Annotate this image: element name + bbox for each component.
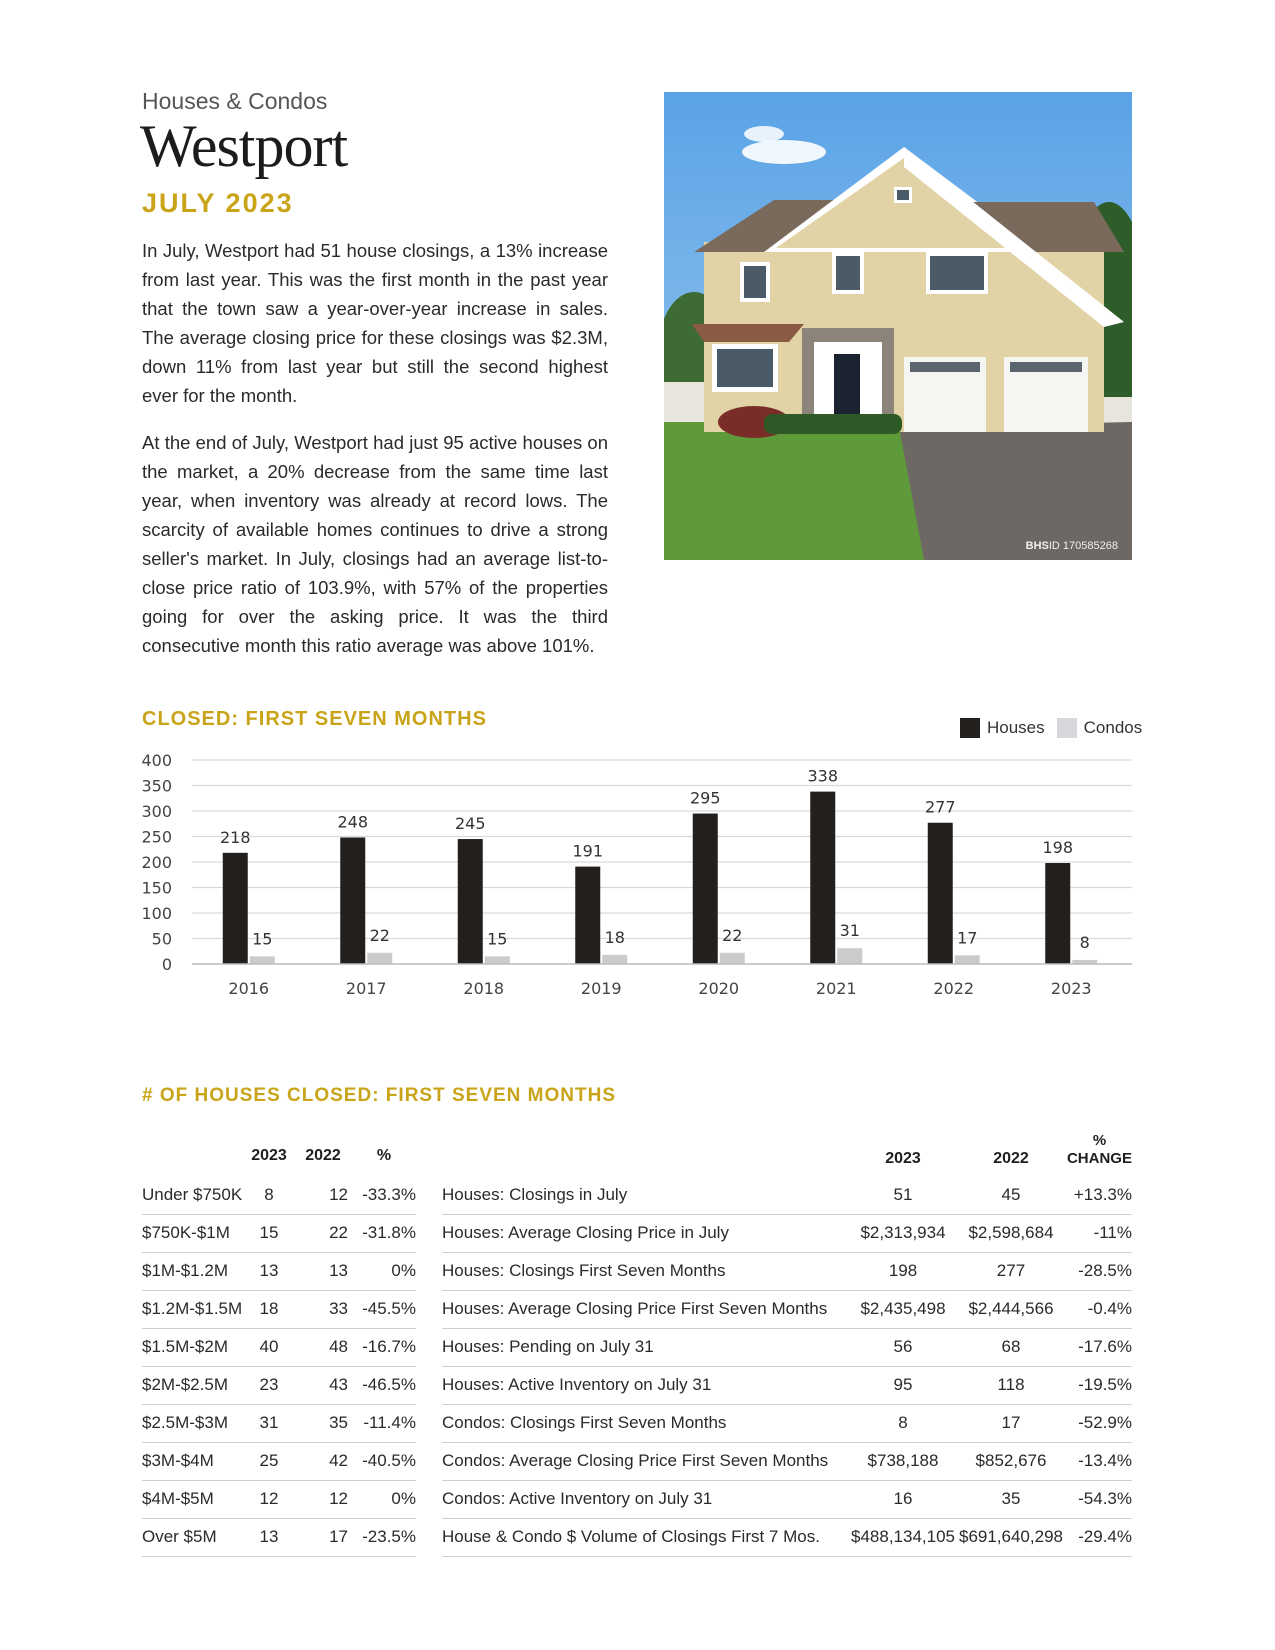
- stat-value-2022: $691,640,298: [955, 1518, 1067, 1556]
- legend-label-condos: Condos: [1083, 718, 1143, 737]
- count-2022: 12: [294, 1480, 352, 1518]
- stat-value-2023: 16: [851, 1480, 955, 1518]
- price-range-label: $2M-$2.5M: [142, 1366, 244, 1404]
- table-row: [142, 1442, 416, 1480]
- table-row: [442, 1404, 1132, 1442]
- pct-change: -23.5%: [352, 1518, 416, 1556]
- count-2022: 43: [294, 1366, 352, 1404]
- stat-value-2023: $2,313,934: [851, 1214, 955, 1252]
- bar-condos: [367, 953, 392, 964]
- table-row: [442, 1480, 1132, 1518]
- bar-houses: [810, 792, 835, 964]
- table-row: [442, 1290, 1132, 1328]
- data-label-condos: 22: [722, 925, 743, 945]
- stat-value-2022: $2,598,684: [955, 1214, 1067, 1252]
- stat-label: Houses: Closings in July: [442, 1176, 851, 1214]
- x-tick-label: 2016: [228, 979, 270, 998]
- stat-value-2023: $738,188: [851, 1442, 955, 1480]
- house-photo: [664, 92, 1132, 560]
- table-row: [442, 1214, 1132, 1252]
- count-2022: 22: [294, 1214, 352, 1252]
- table-row: [142, 1366, 416, 1404]
- table-row: [142, 1518, 416, 1556]
- stat-value-2022: 68: [955, 1328, 1067, 1366]
- count-2023: 25: [244, 1442, 294, 1480]
- count-2023: 31: [244, 1404, 294, 1442]
- stat-value-2023: 56: [851, 1328, 955, 1366]
- pct-change: 0%: [352, 1252, 416, 1290]
- stat-pct-change: -54.3%: [1067, 1480, 1132, 1518]
- stat-pct-change: -19.5%: [1067, 1366, 1132, 1404]
- table-row: [442, 1252, 1132, 1290]
- bar-houses: [223, 853, 248, 964]
- y-tick-label: 400: [141, 752, 172, 770]
- pct-change: -46.5%: [352, 1366, 416, 1404]
- count-2022: 17: [294, 1518, 352, 1556]
- x-tick-label: 2019: [580, 979, 622, 998]
- report-title: Westport: [140, 113, 348, 179]
- count-2022: 13: [294, 1252, 352, 1290]
- x-tick-label: 2023: [1050, 979, 1092, 998]
- stat-label: Houses: Pending on July 31: [442, 1328, 851, 1366]
- count-2022: 12: [294, 1176, 352, 1214]
- y-tick-label: 350: [141, 776, 172, 796]
- chart-legend: [960, 718, 1154, 738]
- table-section-title: # OF HOUSES CLOSED: FIRST SEVEN MONTHS: [142, 1085, 616, 1106]
- y-tick-label: 300: [141, 802, 172, 821]
- price-table-header-label: [142, 1136, 244, 1176]
- pct-change: -16.7%: [352, 1328, 416, 1366]
- data-label-condos: 15: [487, 929, 508, 949]
- price-range-label: $4M-$5M: [142, 1480, 244, 1518]
- stat-label: Condos: Closings First Seven Months: [442, 1404, 851, 1442]
- data-label-condos: 22: [369, 925, 390, 945]
- price-range-label: $3M-$4M: [142, 1442, 244, 1480]
- bar-condos: [955, 955, 980, 964]
- table-row: [142, 1290, 416, 1328]
- stat-value-2022: 277: [955, 1252, 1067, 1290]
- table-row: [142, 1404, 416, 1442]
- table-row: [442, 1328, 1132, 1366]
- stat-value-2022: $2,444,566: [955, 1290, 1067, 1328]
- data-label-houses: 191: [572, 841, 604, 861]
- market-stats-table: [442, 1120, 1132, 1557]
- count-2022: 48: [294, 1328, 352, 1366]
- pct-change: -31.8%: [352, 1214, 416, 1252]
- bar-condos: [837, 948, 862, 964]
- stats-table-header-change: CHANGE: [1066, 1150, 1132, 1167]
- stat-value-2023: $488,134,105: [851, 1518, 955, 1556]
- count-2022: 35: [294, 1404, 352, 1442]
- bar-houses: [340, 838, 365, 964]
- report-month: JULY 2023: [142, 188, 294, 218]
- x-tick-label: 2017: [345, 979, 387, 998]
- stat-label: Condos: Active Inventory on July 31: [442, 1480, 851, 1518]
- report-subtitle: Houses & Condos: [142, 88, 328, 114]
- stat-value-2023: 8: [851, 1404, 955, 1442]
- table-row: [142, 1176, 416, 1214]
- photo-caption-brand: BHS: [1025, 540, 1049, 552]
- price-range-label: $1M-$1.2M: [142, 1252, 244, 1290]
- y-tick-label: 150: [141, 878, 172, 898]
- price-table-header-2023: 2023: [251, 1147, 287, 1164]
- photo-caption-id: ID 170585268: [1048, 540, 1118, 552]
- price-range-label: $1.5M-$2M: [142, 1328, 244, 1366]
- legend-item-condos: [1057, 718, 1143, 738]
- price-range-label: Over $5M: [142, 1518, 244, 1556]
- y-tick-label: 0: [161, 955, 172, 974]
- intro-paragraph: In July, Westport had 51 house closings, a 13% increase from last year. This was the first month in the past year that the town saw a year-over-year increase in sales. The average closing price for these closings was $2.3M, down 11% from last year but still the second highest ever for the month.: [142, 240, 608, 406]
- stat-value-2022: 45: [955, 1176, 1067, 1214]
- closed-bar-chart: [140, 752, 1140, 1024]
- price-range-label: $2.5M-$3M: [142, 1404, 244, 1442]
- pct-change: -40.5%: [352, 1442, 416, 1480]
- bar-houses: [928, 823, 953, 964]
- y-tick-label: 100: [141, 904, 172, 923]
- stat-pct-change: -29.4%: [1067, 1518, 1132, 1556]
- stat-label: Houses: Average Closing Price in July: [442, 1214, 851, 1252]
- count-2023: 13: [244, 1252, 294, 1290]
- legend-swatch-condos: [1057, 718, 1077, 738]
- pct-change: -33.3%: [352, 1176, 416, 1214]
- stat-pct-change: -17.6%: [1067, 1328, 1132, 1366]
- count-2023: 18: [244, 1290, 294, 1328]
- stats-table-header-pct: %: [1092, 1132, 1107, 1149]
- legend-label-houses: Houses: [987, 718, 1045, 737]
- stat-pct-change: -52.9%: [1067, 1404, 1132, 1442]
- count-2023: 23: [244, 1366, 294, 1404]
- chart-section-title: CLOSED: FIRST SEVEN MONTHS: [142, 708, 487, 730]
- count-2022: 42: [294, 1442, 352, 1480]
- stat-value-2022: 118: [955, 1366, 1067, 1404]
- count-2023: 13: [244, 1518, 294, 1556]
- inventory-paragraph: At the end of July, Westport had just 95 active houses on the market, a 20% decrease from the same time last year, when inventory was already at record lows. The scarcity of available homes continues to drive a strong seller's market. In July, closings had an average list-to-close price ratio of 103.9%, with 57% of the properties going for over the asking price. It was the third consecutive month this ratio average was above 101%.: [142, 432, 608, 656]
- data-label-condos: 15: [252, 929, 273, 949]
- bar-houses: [575, 867, 600, 964]
- bar-condos: [720, 953, 745, 964]
- price-table-header-row: [142, 1136, 416, 1176]
- count-2023: 8: [244, 1176, 294, 1214]
- table-row: [142, 1214, 416, 1252]
- stat-pct-change: -28.5%: [1067, 1252, 1132, 1290]
- bar-condos: [485, 956, 510, 964]
- stats-table-header-pct-change: [1067, 1120, 1132, 1176]
- data-label-houses: 218: [219, 827, 251, 847]
- y-tick-label: 50: [151, 929, 172, 949]
- x-tick-label: 2021: [815, 979, 857, 998]
- bar-houses: [1045, 863, 1070, 964]
- table-row: [142, 1328, 416, 1366]
- pct-change: -11.4%: [352, 1404, 416, 1442]
- count-2022: 33: [294, 1290, 352, 1328]
- stat-value-2022: 35: [955, 1480, 1067, 1518]
- data-label-houses: 198: [1042, 838, 1074, 858]
- bar-condos: [602, 955, 627, 964]
- stat-pct-change: -11%: [1067, 1214, 1132, 1252]
- data-label-condos: 31: [839, 921, 860, 941]
- stats-table-header-2022: 2022: [993, 1150, 1029, 1167]
- legend-swatch-houses: [960, 718, 980, 738]
- x-tick-label: 2022: [933, 979, 975, 998]
- table-row: [142, 1480, 416, 1518]
- price-table-header-pct: %: [376, 1147, 392, 1164]
- stat-value-2023: $2,435,498: [851, 1290, 955, 1328]
- stat-pct-change: -13.4%: [1067, 1442, 1132, 1480]
- table-row: [142, 1252, 416, 1290]
- table-row: [442, 1366, 1132, 1404]
- count-2023: 40: [244, 1328, 294, 1366]
- pct-change: 0%: [352, 1480, 416, 1518]
- stat-pct-change: +13.3%: [1067, 1176, 1132, 1214]
- data-label-houses: 245: [454, 814, 486, 834]
- data-label-houses: 248: [337, 812, 369, 832]
- bar-houses: [693, 814, 718, 964]
- stat-label: Houses: Closings First Seven Months: [442, 1252, 851, 1290]
- table-row: [442, 1518, 1132, 1556]
- data-label-houses: 338: [807, 766, 839, 786]
- x-tick-label: 2020: [698, 979, 740, 998]
- x-tick-label: 2018: [463, 979, 505, 998]
- bar-condos: [250, 956, 275, 964]
- stat-value-2023: 95: [851, 1366, 955, 1404]
- y-tick-label: 250: [141, 827, 172, 847]
- stat-value-2022: $852,676: [955, 1442, 1067, 1480]
- stat-value-2022: 17: [955, 1404, 1067, 1442]
- table-row: [442, 1442, 1132, 1480]
- pct-change: -45.5%: [352, 1290, 416, 1328]
- y-tick-label: 200: [141, 853, 172, 872]
- table-row: [442, 1176, 1132, 1214]
- data-label-condos: 18: [604, 927, 625, 947]
- price-table-header-2022: 2022: [305, 1147, 341, 1164]
- stat-pct-change: -0.4%: [1067, 1290, 1132, 1328]
- data-label-houses: 295: [689, 788, 721, 808]
- price-range-label: $750K-$1M: [142, 1214, 244, 1252]
- stats-table-header-row: [442, 1120, 1132, 1176]
- stat-value-2023: 198: [851, 1252, 955, 1290]
- data-label-condos: 8: [1079, 932, 1090, 952]
- stats-table-header-2023: 2023: [885, 1150, 921, 1167]
- bar-houses: [458, 839, 483, 964]
- data-label-condos: 17: [957, 928, 978, 948]
- count-2023: 12: [244, 1480, 294, 1518]
- stats-table-header-label: [442, 1120, 851, 1176]
- price-range-label: $1.2M-$1.5M: [142, 1290, 244, 1328]
- stat-label: Houses: Average Closing Price First Seven Months: [442, 1290, 851, 1328]
- price-range-label: Under $750K: [142, 1176, 244, 1214]
- photo-caption: [1026, 540, 1118, 552]
- price-range-table: [142, 1136, 416, 1557]
- count-2023: 15: [244, 1214, 294, 1252]
- legend-item-houses: [960, 718, 1045, 738]
- stat-label: Condos: Average Closing Price First Seven Months: [442, 1442, 851, 1480]
- data-label-houses: 277: [924, 797, 956, 817]
- stat-label: Houses: Active Inventory on July 31: [442, 1366, 851, 1404]
- stat-label: House & Condo $ Volume of Closings First 7 Mos.: [442, 1518, 851, 1556]
- stat-value-2023: 51: [851, 1176, 955, 1214]
